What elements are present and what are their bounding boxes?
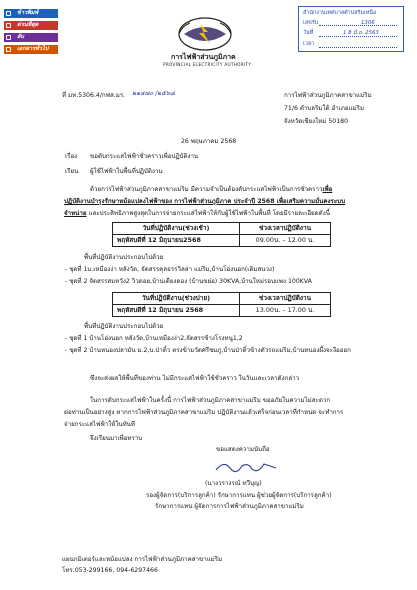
org-name-en: PROVINCIAL ELECTRICITY AUTHORITY [163, 62, 252, 67]
body-para3-line3: จ่ายกระแสไฟฟ้าให้ในทันที [64, 421, 135, 428]
receipt-stamp [298, 6, 404, 52]
schedule-table-afternoon [112, 292, 331, 317]
area1-title: พื้นที่ปฏิบัติงานประกอบไปด้วย [84, 254, 164, 261]
body-para1-emph: จำหน่าย [64, 210, 87, 217]
subject-text: ขอดับกระแสไฟฟ้าชั่วคราวเพื่อปฏิบัติงาน [90, 153, 199, 160]
signature-icon [212, 458, 282, 476]
doc-number: ที่ มท.5306.4/กฟส.มร. [62, 92, 126, 99]
stamp-number-label: เลขรับ [303, 20, 319, 26]
checkbox-icon [6, 23, 11, 28]
body-para1-emph: เพื่อ [322, 186, 333, 193]
body-para3-line2: ต่อท่านเป็นอย่างสูง หากการไฟฟ้าส่วนภูมิภาคสาขาแม่ริม ปฏิบัติงานแล้วเสร็จก่อนเวลาที่กำหนด จะทำการ [64, 409, 344, 416]
to-text: ผู้ใช้ไฟฟ้าในพื้นที่ปฏิบัติงาน [90, 168, 163, 175]
area2-item: - ชุดที่ 2 บ้านหนองปลามัน ม.2,บ.ป่าติ้ว ตรงข้ามวัดศรีชมภู,บ้านป่าติ้วข้างตัวรถแม่ริม,บ้านหนองผึ้งจะงือออก [65, 347, 351, 354]
body-para1-line2: ปฏิบัติงานบำรุงรักษาหม้อแปลงไฟฟ้าของ การไฟฟ้าส่วนภูมิภาค ประจำปี 2568 เพื่อเสริมความมั่นคงระบบ [64, 198, 346, 205]
tag-secret [4, 33, 58, 42]
body-para3-line1: ในการดับกระแสไฟฟ้าในครั้งนี้ การไฟฟ้าส่วนภูมิภาคสาขาแม่ริม ขออภัยในความไม่สะดวก [90, 397, 331, 404]
table-cell: พฤหัสบดีที่ 12 มิถุนายน2568 [113, 235, 240, 247]
stamp-date-label: วันที่ [303, 30, 314, 36]
area2-title: พื้นที่ปฏิบัติงานประกอบไปด้วย [84, 323, 164, 330]
to-label: เรียน [65, 168, 79, 175]
letter-date: 26 พฤษภาคม 2568 [181, 138, 237, 145]
area1-item: - ชุดที่ 2 จัดสรรสมหวัง2 วิวดอย,บ้านเดียงดอง (บ้านขย่อ) 30KVA,บ้านใหม่รอบแพง 100KVA [65, 278, 312, 285]
area2-item: - ชุดที่ 1 บ้านโอ่งนอก หลังวัด,บ้านเหมืองง่า2,จัดสรรช้างโรงหนู1,2 [65, 335, 243, 342]
signer-position2: รักษาการแทน ผู้จัดการการไฟฟ้าส่วนภูมิภาคสาขาแม่ริม [155, 503, 304, 510]
stamp-number-value: 1306 [361, 20, 375, 26]
signer-name: (นางวรางรณ์ ทวีบุญ) [205, 480, 262, 487]
body-para1-text: ด้วยการไฟฟ้าส่วนภูมิภาคสาขาแม่ริม มีความจำเป็นต้องดับกระแสไฟฟ้าเป็นการชั่วคราว [90, 186, 323, 193]
pea-logo-icon [170, 14, 240, 52]
office-address-line2: 71/6 ตำบลริมใต้ อำเภอแม่ริม [284, 105, 365, 112]
table-header: ช่วงเวลาปฏิบัติงาน [240, 223, 331, 235]
body-para1-line3 [64, 210, 330, 218]
subject-label: เรื่อง [65, 153, 78, 160]
office-address-line3: จังหวัดเชียงใหม่ 50180 [284, 118, 349, 125]
office-address-line1: การไฟฟ้าส่วนภูมิภาคสาขาแม่ริม [284, 92, 372, 99]
body-para1-text: และประสิทธิภาพสูงสุดในการจ่ายกระแสไฟฟ้าให้กับผู้ใช้ไฟฟ้าในพื้นที่ โดยมีรายละเอียดดังนี้ [86, 210, 330, 217]
tag-label: เอกสารทั่วไป [17, 46, 49, 52]
tag-label: ข้าวพิมพ์ [17, 10, 39, 16]
schedule-table-morning [112, 222, 331, 247]
body-para4: จึงเรียนมาเพื่อทราบ [90, 435, 143, 442]
tag-general [4, 45, 58, 54]
tag-urgent-print [4, 9, 58, 18]
area1-item: - ชุดที่ 1บ.เหมืองง่า หลังวัด, จัดสรรคุลธรรวิลล่า แม่ริม,บ้านโอ่งนอก(เติมสนวง) [65, 266, 275, 273]
table-header: วันที่ปฏิบัติงาน(ช่วงเช้า) [113, 223, 240, 235]
table-header: ช่วงเวลาปฏิบัติงาน [240, 293, 331, 305]
tag-most-urgent [4, 21, 58, 30]
signer-position1: รองผู้จัดการ(บริการลูกค้า) รักษาการแทน ผู้ช่วยผู้จัดการ(บริการลูกค้า) [146, 492, 332, 499]
stamp-time-label: เวลา [303, 41, 315, 47]
org-name-th: การไฟฟ้าส่วนภูมิภาค [171, 53, 236, 61]
footer-phone: โทร.053-299166, 094-6297466 [62, 567, 158, 574]
doc-number-hand: ๒๑๔๗๐ /๒๕๖๘ [132, 90, 175, 97]
body-para2: ซึ่งจะส่งผลให้พื้นที่ของท่าน ไม่มีกระแสไฟฟ้าใช้ชั่วคราว ในวันและเวลาดังกล่าว [90, 375, 300, 382]
tag-label: ลับ [17, 34, 24, 40]
checkbox-icon [6, 35, 11, 40]
table-cell: พฤหัสบดีที่ 12 มิถุนายน 2568 [113, 305, 240, 317]
footer-department: แผนกมิเตอร์และหม้อแปลง การไฟฟ้าส่วนภูมิภาคสาขาแม่ริม [62, 556, 223, 563]
stamp-date-value: 1 8 มิ.ย. 2563 [343, 30, 379, 36]
checkbox-icon [6, 11, 11, 16]
table-cell: 09.00น. – 12.00 น. [240, 235, 331, 247]
tag-label: ด่วนที่สุด [17, 22, 39, 28]
table-cell: 13.00น. – 17.00 น. [240, 305, 331, 317]
stamp-office: สำนักงานเทศบาลตำบลริมเหนือ [303, 10, 377, 16]
body-para1-line1 [90, 186, 332, 194]
table-header: วันที่ปฏิบัติงาน(ช่วงบ่าย) [113, 293, 240, 305]
closing: ขอแสดงความนับถือ [216, 446, 270, 453]
checkbox-icon [6, 47, 11, 52]
